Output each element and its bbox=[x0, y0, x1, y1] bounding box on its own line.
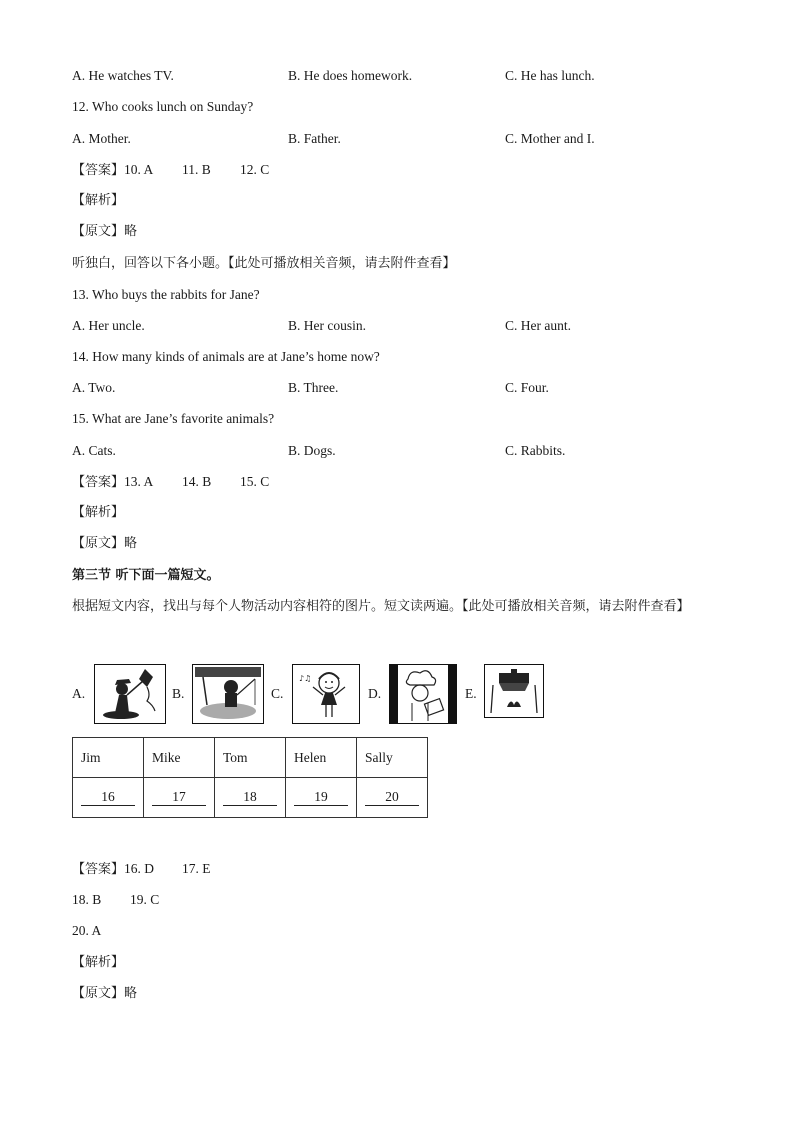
blank-19: 19 bbox=[294, 789, 348, 806]
answer-item: 19. C bbox=[130, 892, 160, 907]
q15-option-a: A. Cats. bbox=[72, 443, 116, 458]
blank-cell bbox=[73, 778, 144, 818]
picture-a-kite-flying bbox=[94, 664, 166, 724]
q12-option-b: B. Father. bbox=[288, 131, 341, 146]
answers-18-19 bbox=[72, 891, 159, 909]
q13-options bbox=[72, 317, 732, 335]
analysis-label: 【解析】 bbox=[72, 193, 125, 208]
analysis-label: 【解析】 bbox=[72, 955, 125, 970]
blank-20: 20 bbox=[365, 789, 419, 806]
table-row bbox=[73, 778, 428, 818]
picture-c-singing-girl bbox=[292, 664, 360, 724]
q13-option-b: B. Her cousin. bbox=[288, 318, 366, 333]
picture-b-fishing bbox=[192, 664, 264, 724]
answer-item: 20. A bbox=[72, 923, 102, 938]
picture-d-chef bbox=[389, 664, 457, 724]
blank-18: 18 bbox=[223, 789, 277, 806]
q13-option-a: A. Her uncle. bbox=[72, 318, 145, 333]
q11-option-a: A. He watches TV. bbox=[72, 68, 174, 83]
answer-item: 12. C bbox=[240, 162, 270, 177]
answer-item: 14. B bbox=[182, 474, 212, 489]
blank-cell bbox=[286, 778, 357, 818]
table-row bbox=[73, 738, 428, 778]
answer-tag: 【答案】 bbox=[72, 475, 125, 490]
picture-e-cooking-pot bbox=[484, 664, 544, 718]
answer-tag: 【答案】 bbox=[72, 163, 125, 178]
q14-option-c: C. Four. bbox=[505, 380, 549, 395]
blank-cell bbox=[357, 778, 428, 818]
name-cell: Tom bbox=[215, 738, 286, 778]
q13-question: 13. Who buys the rabbits for Jane? bbox=[72, 287, 260, 302]
picture-label-c: C. bbox=[271, 686, 284, 701]
answer-item: 11. B bbox=[182, 162, 211, 177]
svg-text:♪♫: ♪♫ bbox=[299, 674, 312, 683]
original-label: 【原文】略 bbox=[72, 536, 138, 551]
matching-table bbox=[72, 737, 428, 818]
answer-item: 18. B bbox=[72, 892, 102, 907]
analysis-label: 【解析】 bbox=[72, 505, 125, 520]
monologue-intro: 听独白，回答以下各小题。【此处可播放相关音频，请去附件查看】 bbox=[72, 256, 456, 271]
original-label: 【原文】略 bbox=[72, 986, 138, 1001]
picture-label-a: A. bbox=[72, 686, 86, 701]
answers-16-17 bbox=[72, 860, 211, 879]
name-cell: Helen bbox=[286, 738, 357, 778]
answers-10-12 bbox=[72, 161, 269, 180]
q11-options bbox=[72, 67, 732, 85]
q12-options bbox=[72, 130, 732, 148]
q15-question: 15. What are Jane’s favorite animals? bbox=[72, 411, 275, 426]
name-cell: Mike bbox=[144, 738, 215, 778]
answers-13-15 bbox=[72, 473, 269, 492]
section3-title: 第三节 听下面一篇短文。 bbox=[72, 568, 220, 583]
section3-instruction: 根据短文内容，找出与每个人物活动内容相符的图片。短文读两遍。【此处可播放相关音频，请去附件查看】 bbox=[72, 599, 690, 614]
q12-option-a: A. Mother. bbox=[72, 131, 131, 146]
blank-cell bbox=[144, 778, 215, 818]
name-cell: Jim bbox=[73, 738, 144, 778]
original-label: 【原文】略 bbox=[72, 224, 138, 239]
answer-item: 10. A bbox=[124, 162, 154, 177]
answer-item: 16. D bbox=[124, 861, 155, 876]
q12-option-c: C. Mother and I. bbox=[505, 131, 595, 146]
answer-item: 13. A bbox=[124, 474, 154, 489]
q15-options bbox=[72, 442, 732, 460]
blank-16: 16 bbox=[81, 789, 135, 806]
answer-item: 15. C bbox=[240, 474, 270, 489]
blank-17: 17 bbox=[152, 789, 206, 806]
blank-cell bbox=[215, 778, 286, 818]
answers-20 bbox=[72, 922, 101, 940]
q15-option-b: B. Dogs. bbox=[288, 443, 336, 458]
picture-label-d: D. bbox=[368, 686, 382, 701]
q14-question: 14. How many kinds of animals are at Jane’s home now? bbox=[72, 349, 380, 364]
answer-tag: 【答案】 bbox=[72, 862, 125, 877]
q15-option-c: C. Rabbits. bbox=[505, 443, 566, 458]
q11-option-c: C. He has lunch. bbox=[505, 68, 595, 83]
q12-question: 12. Who cooks lunch on Sunday? bbox=[72, 99, 254, 114]
answer-item: 17. E bbox=[182, 861, 211, 876]
picture-options bbox=[72, 664, 552, 726]
q11-option-b: B. He does homework. bbox=[288, 68, 413, 83]
q14-options bbox=[72, 379, 732, 397]
picture-label-b: B. bbox=[172, 686, 185, 701]
name-cell: Sally bbox=[357, 738, 428, 778]
picture-label-e: E. bbox=[465, 686, 477, 701]
q13-option-c: C. Her aunt. bbox=[505, 318, 571, 333]
q14-option-a: A. Two. bbox=[72, 380, 116, 395]
q14-option-b: B. Three. bbox=[288, 380, 339, 395]
